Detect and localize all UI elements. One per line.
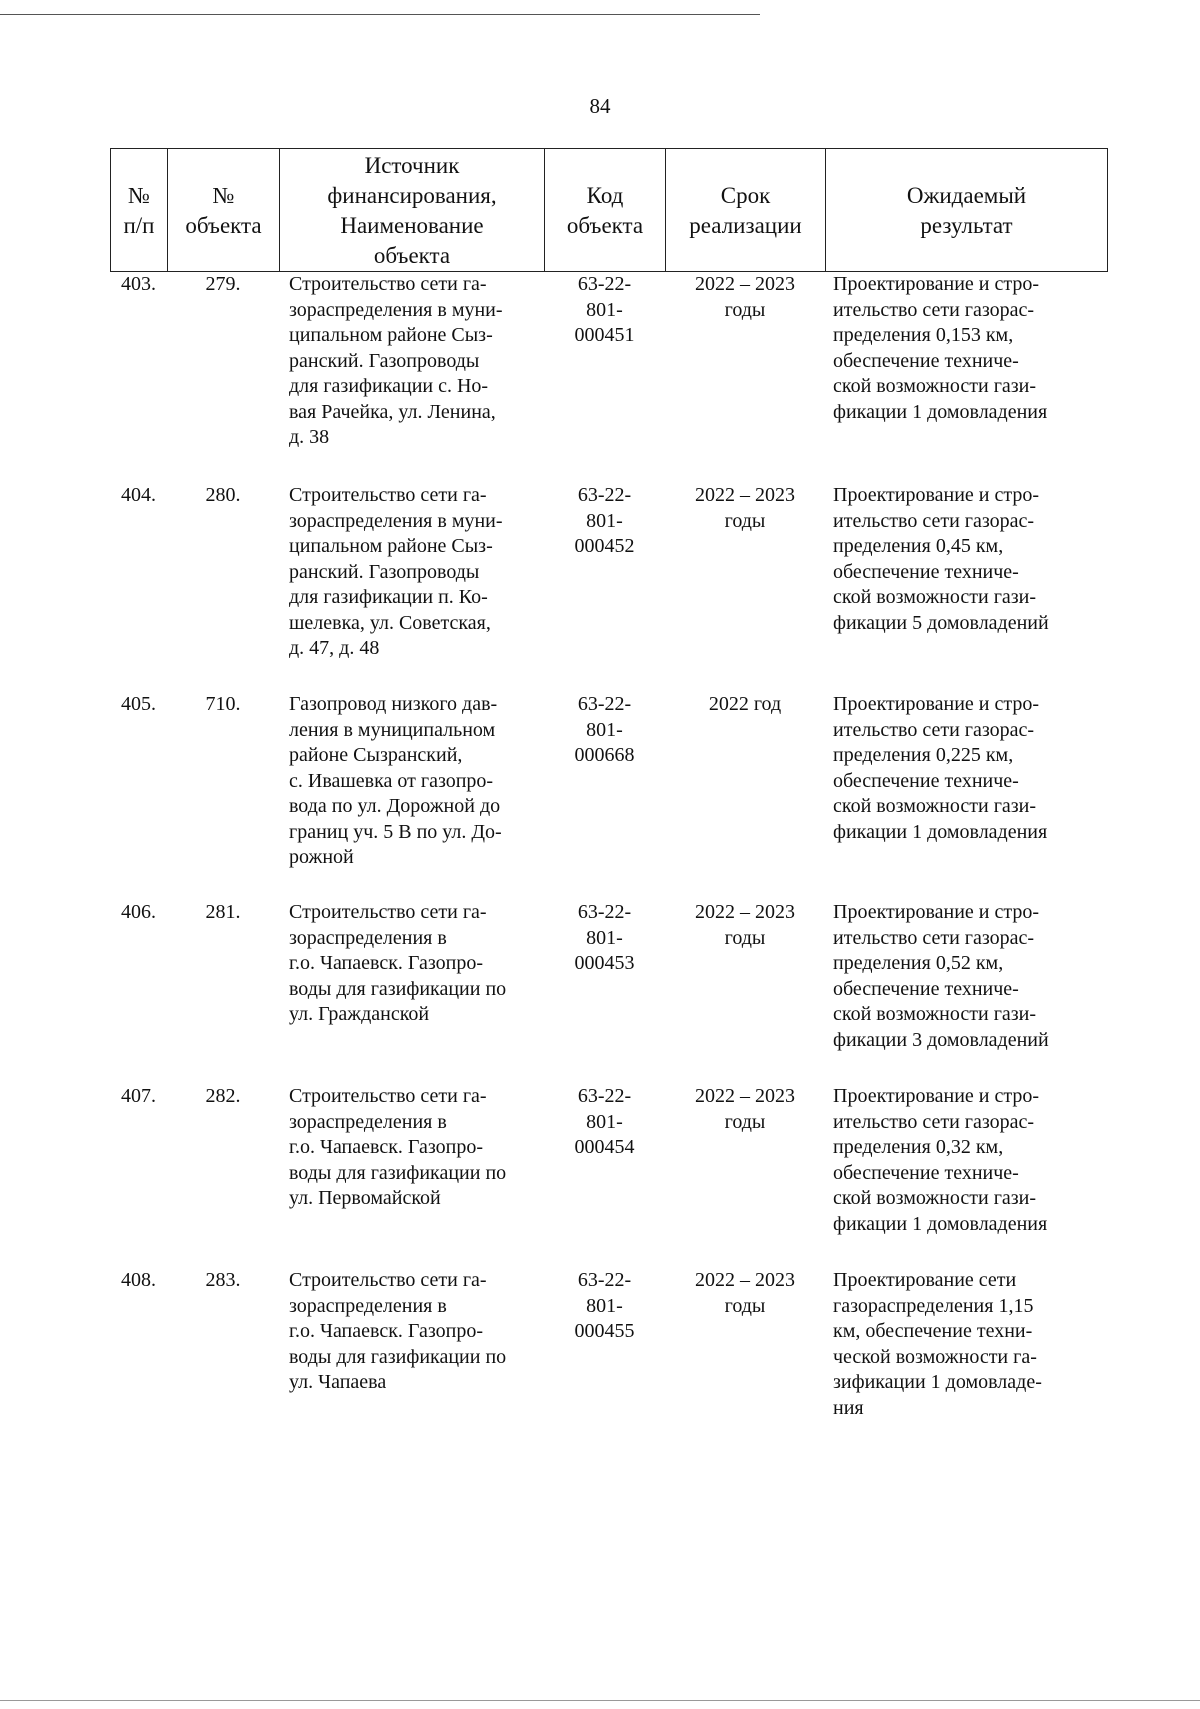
result: Проектирование и стро- ительство сети газорас- пределения 0,45 км, обеспечение техниче- ской возможности гази- фикации 5 домовладений [833, 484, 1049, 634]
object-number: 282. [205, 1085, 241, 1107]
page-number: 84 [589, 94, 611, 118]
object-number: 281. [205, 901, 241, 923]
result: Проектирование и стро- ительство сети газорас- пределения 0,32 км, обеспечение техниче- ской возможности гази- фикации 1 домовладения [833, 1085, 1048, 1235]
object-number: 283. [205, 1269, 241, 1291]
term: 2022 – 2023 годы [695, 484, 795, 532]
header-object-number: № объекта [168, 149, 280, 272]
object-name: Строительство сети га- зораспределения в муни- ципальном районе Сыз- ранский. Газопроводы для газификации п. Ко- шелевка, ул. Советская, д. 47, д. 48 [289, 484, 503, 659]
object-number: 279. [205, 273, 241, 295]
result: Проектирование и стро- ительство сети газорас- пределения 0,153 км, обеспечение техниче- ской возможности гази- фикации 1 домовладения [833, 273, 1048, 423]
header-source: Источник финансирования, Наименование объекта [280, 149, 545, 272]
top-rule [0, 14, 760, 15]
object-name: Строительство сети га- зораспределения в г.о. Чапаевск. Газопро- воды для газификации по ул. Чапаева [289, 1269, 507, 1393]
object-name: Строительство сети га- зораспределения в г.о. Чапаевск. Газопро- воды для газификации по ул. Первомайской [289, 1085, 507, 1209]
object-name: Строительство сети га- зораспределения в муни- ципальном районе Сыз- ранский. Газопроводы для газификации с. Но- вая Рачейка, ул. Ленина, д. 38 [289, 273, 503, 448]
term: 2022 – 2023 годы [695, 1085, 795, 1133]
term: 2022 – 2023 годы [695, 273, 795, 321]
row-number: 403. [121, 273, 156, 295]
table-row [110, 1268, 1107, 1438]
object-code: 63-22- 801- 000454 [574, 1085, 635, 1158]
result: Проектирование и стро- ительство сети газорас- пределения 0,52 км, обеспечение техниче- ской возможности гази- фикации 3 домовладений [833, 901, 1049, 1051]
table-row [110, 483, 1107, 692]
object-number: 710. [205, 693, 241, 715]
header-num: № п/п [111, 149, 168, 272]
table-row [110, 692, 1107, 900]
result: Проектирование сети газораспределения 1,15 км, обеспечение техни- ческой возможности га- зификации 1 домовладе- ния [833, 1269, 1042, 1419]
row-number: 408. [121, 1269, 156, 1291]
object-name: Газопровод низкого дав- ления в муниципальном районе Сызранский, с. Ивашевка от газопро- вода по ул. Дорожной до границ уч. 5 В по ул. До- рожной [289, 693, 502, 868]
term: 2022 – 2023 годы [695, 1269, 795, 1317]
table-row [110, 272, 1107, 483]
result: Проектирование и стро- ительство сети газорас- пределения 0,225 км, обеспечение техниче- ской возможности гази- фикации 1 домовладения [833, 693, 1048, 843]
object-code: 63-22- 801- 000455 [574, 1269, 635, 1342]
header-term: Срок реализации [666, 149, 826, 272]
object-number: 280. [205, 484, 241, 506]
row-number: 407. [121, 1085, 156, 1107]
table-header [110, 148, 1108, 272]
header-result: Ожидаемый результат [826, 149, 1108, 272]
bottom-rule [0, 1700, 1200, 1701]
header-code: Код объекта [545, 149, 666, 272]
table-row [110, 900, 1107, 1084]
row-number: 404. [121, 484, 156, 506]
object-code: 63-22- 801- 000451 [574, 273, 635, 346]
object-name: Строительство сети га- зораспределения в г.о. Чапаевск. Газопро- воды для газификации по ул. Гражданской [289, 901, 507, 1025]
table-row [110, 1084, 1107, 1268]
row-number: 406. [121, 901, 156, 923]
header-row [111, 149, 1108, 272]
object-code: 63-22- 801- 000452 [574, 484, 635, 557]
object-code: 63-22- 801- 000668 [574, 693, 635, 766]
table-body [110, 272, 1107, 1438]
term: 2022 год [708, 693, 782, 715]
row-number: 405. [121, 693, 156, 715]
object-code: 63-22- 801- 000453 [574, 901, 635, 974]
term: 2022 – 2023 годы [695, 901, 795, 949]
